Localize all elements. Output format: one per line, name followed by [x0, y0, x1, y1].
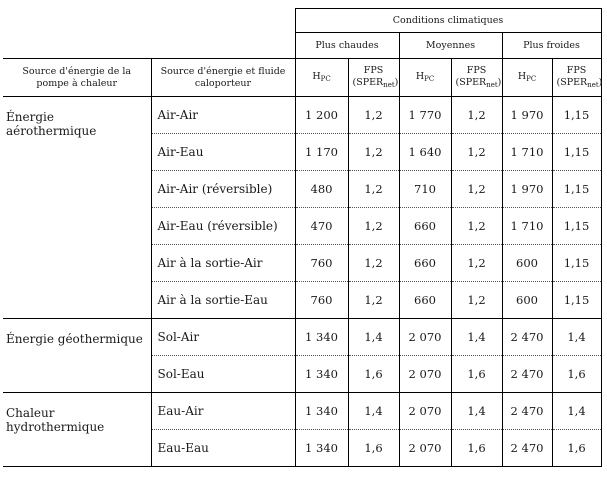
- fps-value: 1,2: [451, 97, 502, 134]
- fps-value: 1,4: [348, 319, 399, 356]
- hpc-header: $H_{PC}$: [295, 59, 348, 97]
- fps-value: 1,2: [348, 245, 399, 282]
- fps-value: 1,2: [451, 245, 502, 282]
- fluid-cell: Eau-Eau: [151, 430, 295, 467]
- header-empty-cell: [3, 33, 295, 59]
- fluid-cell: Air à la sortie-Eau: [151, 282, 295, 319]
- hpc-value: 1 710: [502, 208, 552, 245]
- hpc-value: 760: [295, 245, 348, 282]
- header-row-climates: [3, 33, 601, 59]
- energy-source-cell: Énergie géothermique: [3, 319, 151, 393]
- fps-value: 1,15: [552, 171, 601, 208]
- hpc-value: 2 070: [399, 319, 451, 356]
- hpc-value: 2 070: [399, 356, 451, 393]
- fps-value: 1,6: [552, 430, 601, 467]
- fluid-cell: Air-Eau: [151, 134, 295, 171]
- fps-header: FPS $(SPER_{net})$: [348, 59, 399, 97]
- fps-header: FPS $(SPER_{net})$: [451, 59, 502, 97]
- hpc-header: $H_{PC}$: [502, 59, 552, 97]
- hpc-value: 600: [502, 282, 552, 319]
- fps-value: 1,2: [348, 134, 399, 171]
- hpc-value: 480: [295, 171, 348, 208]
- fps-value: 1,2: [451, 171, 502, 208]
- hpc-value: 2 470: [502, 319, 552, 356]
- hpc-value: 660: [399, 208, 451, 245]
- hpc-value: 660: [399, 282, 451, 319]
- fps-value: 1,6: [451, 356, 502, 393]
- hpc-value: 2 070: [399, 430, 451, 467]
- fps-value: 1,4: [451, 319, 502, 356]
- hpc-value: 1 340: [295, 430, 348, 467]
- hpc-value: 1 200: [295, 97, 348, 134]
- group-title: Conditions climatiques: [295, 9, 601, 33]
- document-body: [3, 8, 602, 467]
- hpc-value: 2 470: [502, 430, 552, 467]
- fps-value: 1,15: [552, 208, 601, 245]
- hpc-value: 1 170: [295, 134, 348, 171]
- fps-value: 1,2: [348, 171, 399, 208]
- fps-value: 1,15: [552, 245, 601, 282]
- fluid-cell: Eau-Air: [151, 393, 295, 430]
- heat-pump-table: [3, 8, 602, 467]
- fps-value: 1,6: [348, 430, 399, 467]
- fps-value: 1,15: [552, 97, 601, 134]
- energy-source-cell: Chaleur hydrothermique: [3, 393, 151, 467]
- fluid-cell: Sol-Air: [151, 319, 295, 356]
- hpc-value: 2 470: [502, 393, 552, 430]
- hpc-value: 1 340: [295, 319, 348, 356]
- hpc-value: 2 470: [502, 356, 552, 393]
- hpc-value: 1 340: [295, 393, 348, 430]
- fps-value: 1,4: [451, 393, 502, 430]
- header-row-columns: [3, 59, 601, 97]
- table-row: [3, 393, 601, 430]
- fps-value: 1,2: [348, 282, 399, 319]
- fps-value: 1,2: [451, 208, 502, 245]
- energy-source-cell: Énergie aérothermique: [3, 97, 151, 319]
- col-fluid-header: Source d'énergie et fluide caloporteur: [151, 59, 295, 97]
- table-row: [3, 319, 601, 356]
- fluid-cell: Air-Air: [151, 97, 295, 134]
- fluid-cell: Air-Air (réversible): [151, 171, 295, 208]
- fps-value: 1,15: [552, 282, 601, 319]
- fps-value: 1,4: [348, 393, 399, 430]
- col-source-header: Source d'énergie de la pompe à chaleur: [3, 59, 151, 97]
- fps-value: 1,2: [451, 134, 502, 171]
- hpc-value: 600: [502, 245, 552, 282]
- fps-value: 1,4: [552, 319, 601, 356]
- hpc-value: 2 070: [399, 393, 451, 430]
- fluid-cell: Air à la sortie-Air: [151, 245, 295, 282]
- climate-cold: Plus froides: [502, 33, 601, 59]
- fps-value: 1,15: [552, 134, 601, 171]
- hpc-value: 1 770: [399, 97, 451, 134]
- fps-header: FPS $(SPER_{net})$: [552, 59, 601, 97]
- header-empty-cell: [3, 9, 295, 33]
- hpc-value: 1 640: [399, 134, 451, 171]
- header-row-group: [3, 9, 601, 33]
- hpc-value: 710: [399, 171, 451, 208]
- fps-value: 1,6: [552, 356, 601, 393]
- table-row: [3, 97, 601, 134]
- hpc-value: 1 970: [502, 171, 552, 208]
- fps-value: 1,2: [348, 208, 399, 245]
- fps-value: 1,6: [451, 430, 502, 467]
- climate-hot: Plus chaudes: [295, 33, 399, 59]
- hpc-value: 1 710: [502, 134, 552, 171]
- fluid-cell: Sol-Eau: [151, 356, 295, 393]
- hpc-value: 660: [399, 245, 451, 282]
- fluid-cell: Air-Eau (réversible): [151, 208, 295, 245]
- hpc-value: 1 340: [295, 356, 348, 393]
- hpc-value: 470: [295, 208, 348, 245]
- fps-value: 1,2: [451, 282, 502, 319]
- hpc-header: $H_{PC}$: [399, 59, 451, 97]
- fps-value: 1,4: [552, 393, 601, 430]
- fps-value: 1,2: [348, 97, 399, 134]
- hpc-value: 1 970: [502, 97, 552, 134]
- climate-medium: Moyennes: [399, 33, 502, 59]
- fps-value: 1,6: [348, 356, 399, 393]
- hpc-value: 760: [295, 282, 348, 319]
